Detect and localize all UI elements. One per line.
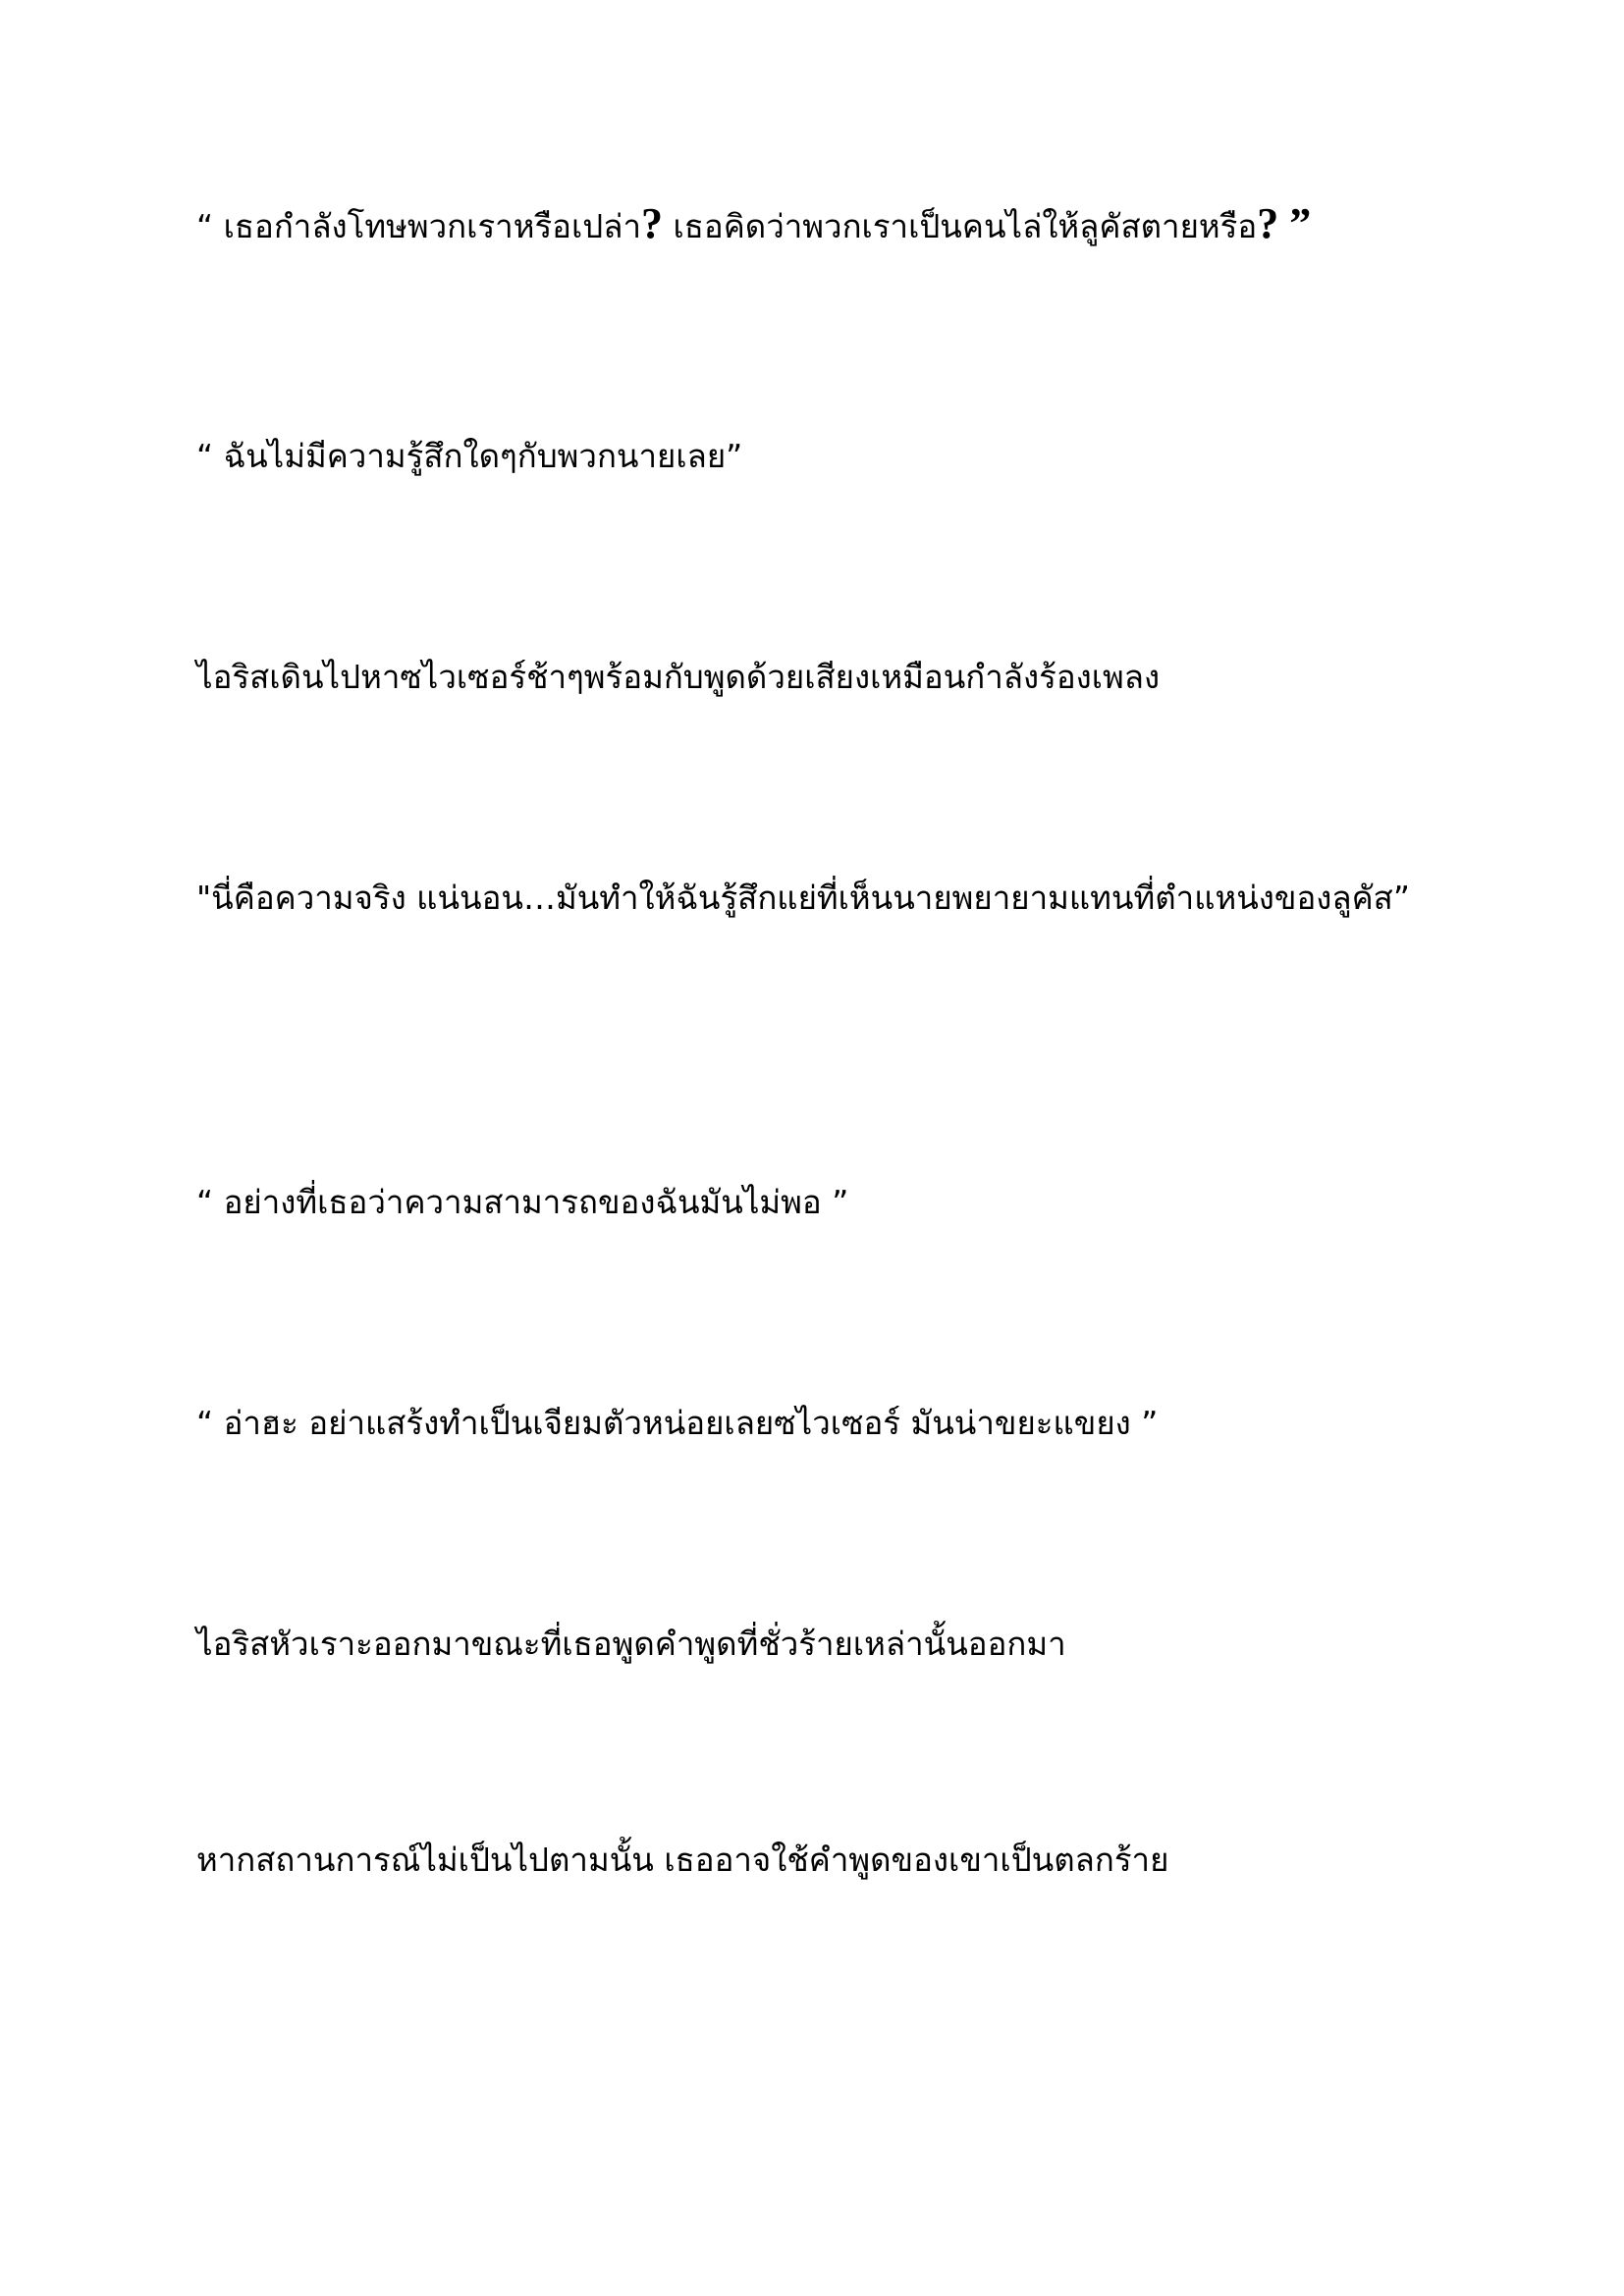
narration-iris-laughs: ไอริสหัวเราะออกมาขณะที่เธอพูดคำพูดที่ชั่วร้ายเหล่านั้นออกมา [196, 1625, 1066, 1663]
dialogue-line-truth: "นี่คือความจริง แน่นอน…มันทำให้ฉันรู้สึกแย่ที่เห็นนายพยายามแทนที่ตำแหน่งของลูคัส” [196, 879, 1410, 917]
question-mark-close-quote: ? ” [1257, 199, 1312, 247]
dialogue-text-part-b: เธอคิดว่าพวกเราเป็นคนไล่ให้ลูคัสตายหรือ [662, 207, 1258, 245]
question-mark: ? [640, 199, 663, 247]
dialogue-line-disgusting: “ อ่าฮะ อย่าแสร้งทำเป็นเจียมตัวหน่อยเลยซไวเซอร์ มันน่าขยะแขยง ” [196, 1404, 1159, 1442]
narration-situation: หากสถานการณ์ไม่เป็นไปตามนั้น เธออาจใช้คำพูดของเขาเป็นตลกร้าย [196, 1841, 1169, 1879]
dialogue-line-no-feelings: “ ฉันไม่มีความรู้สึกใดๆกับพวกนายเลย” [196, 437, 743, 475]
dialogue-text-part-a: “ เธอกำลังโทษพวกเราหรือเปล่า [196, 207, 641, 245]
dialogue-line-blame [196, 189, 1434, 261]
narration-iris-walks: ไอริสเดินไปหาซไวเซอร์ช้าๆพร้อมกับพูดด้วยเสียงเหมือนกำลังร้องเพลง [196, 658, 1161, 696]
dialogue-line-ability: “ อย่างที่เธอว่าความสามารถของฉันมันไม่พอ ” [196, 1183, 849, 1221]
